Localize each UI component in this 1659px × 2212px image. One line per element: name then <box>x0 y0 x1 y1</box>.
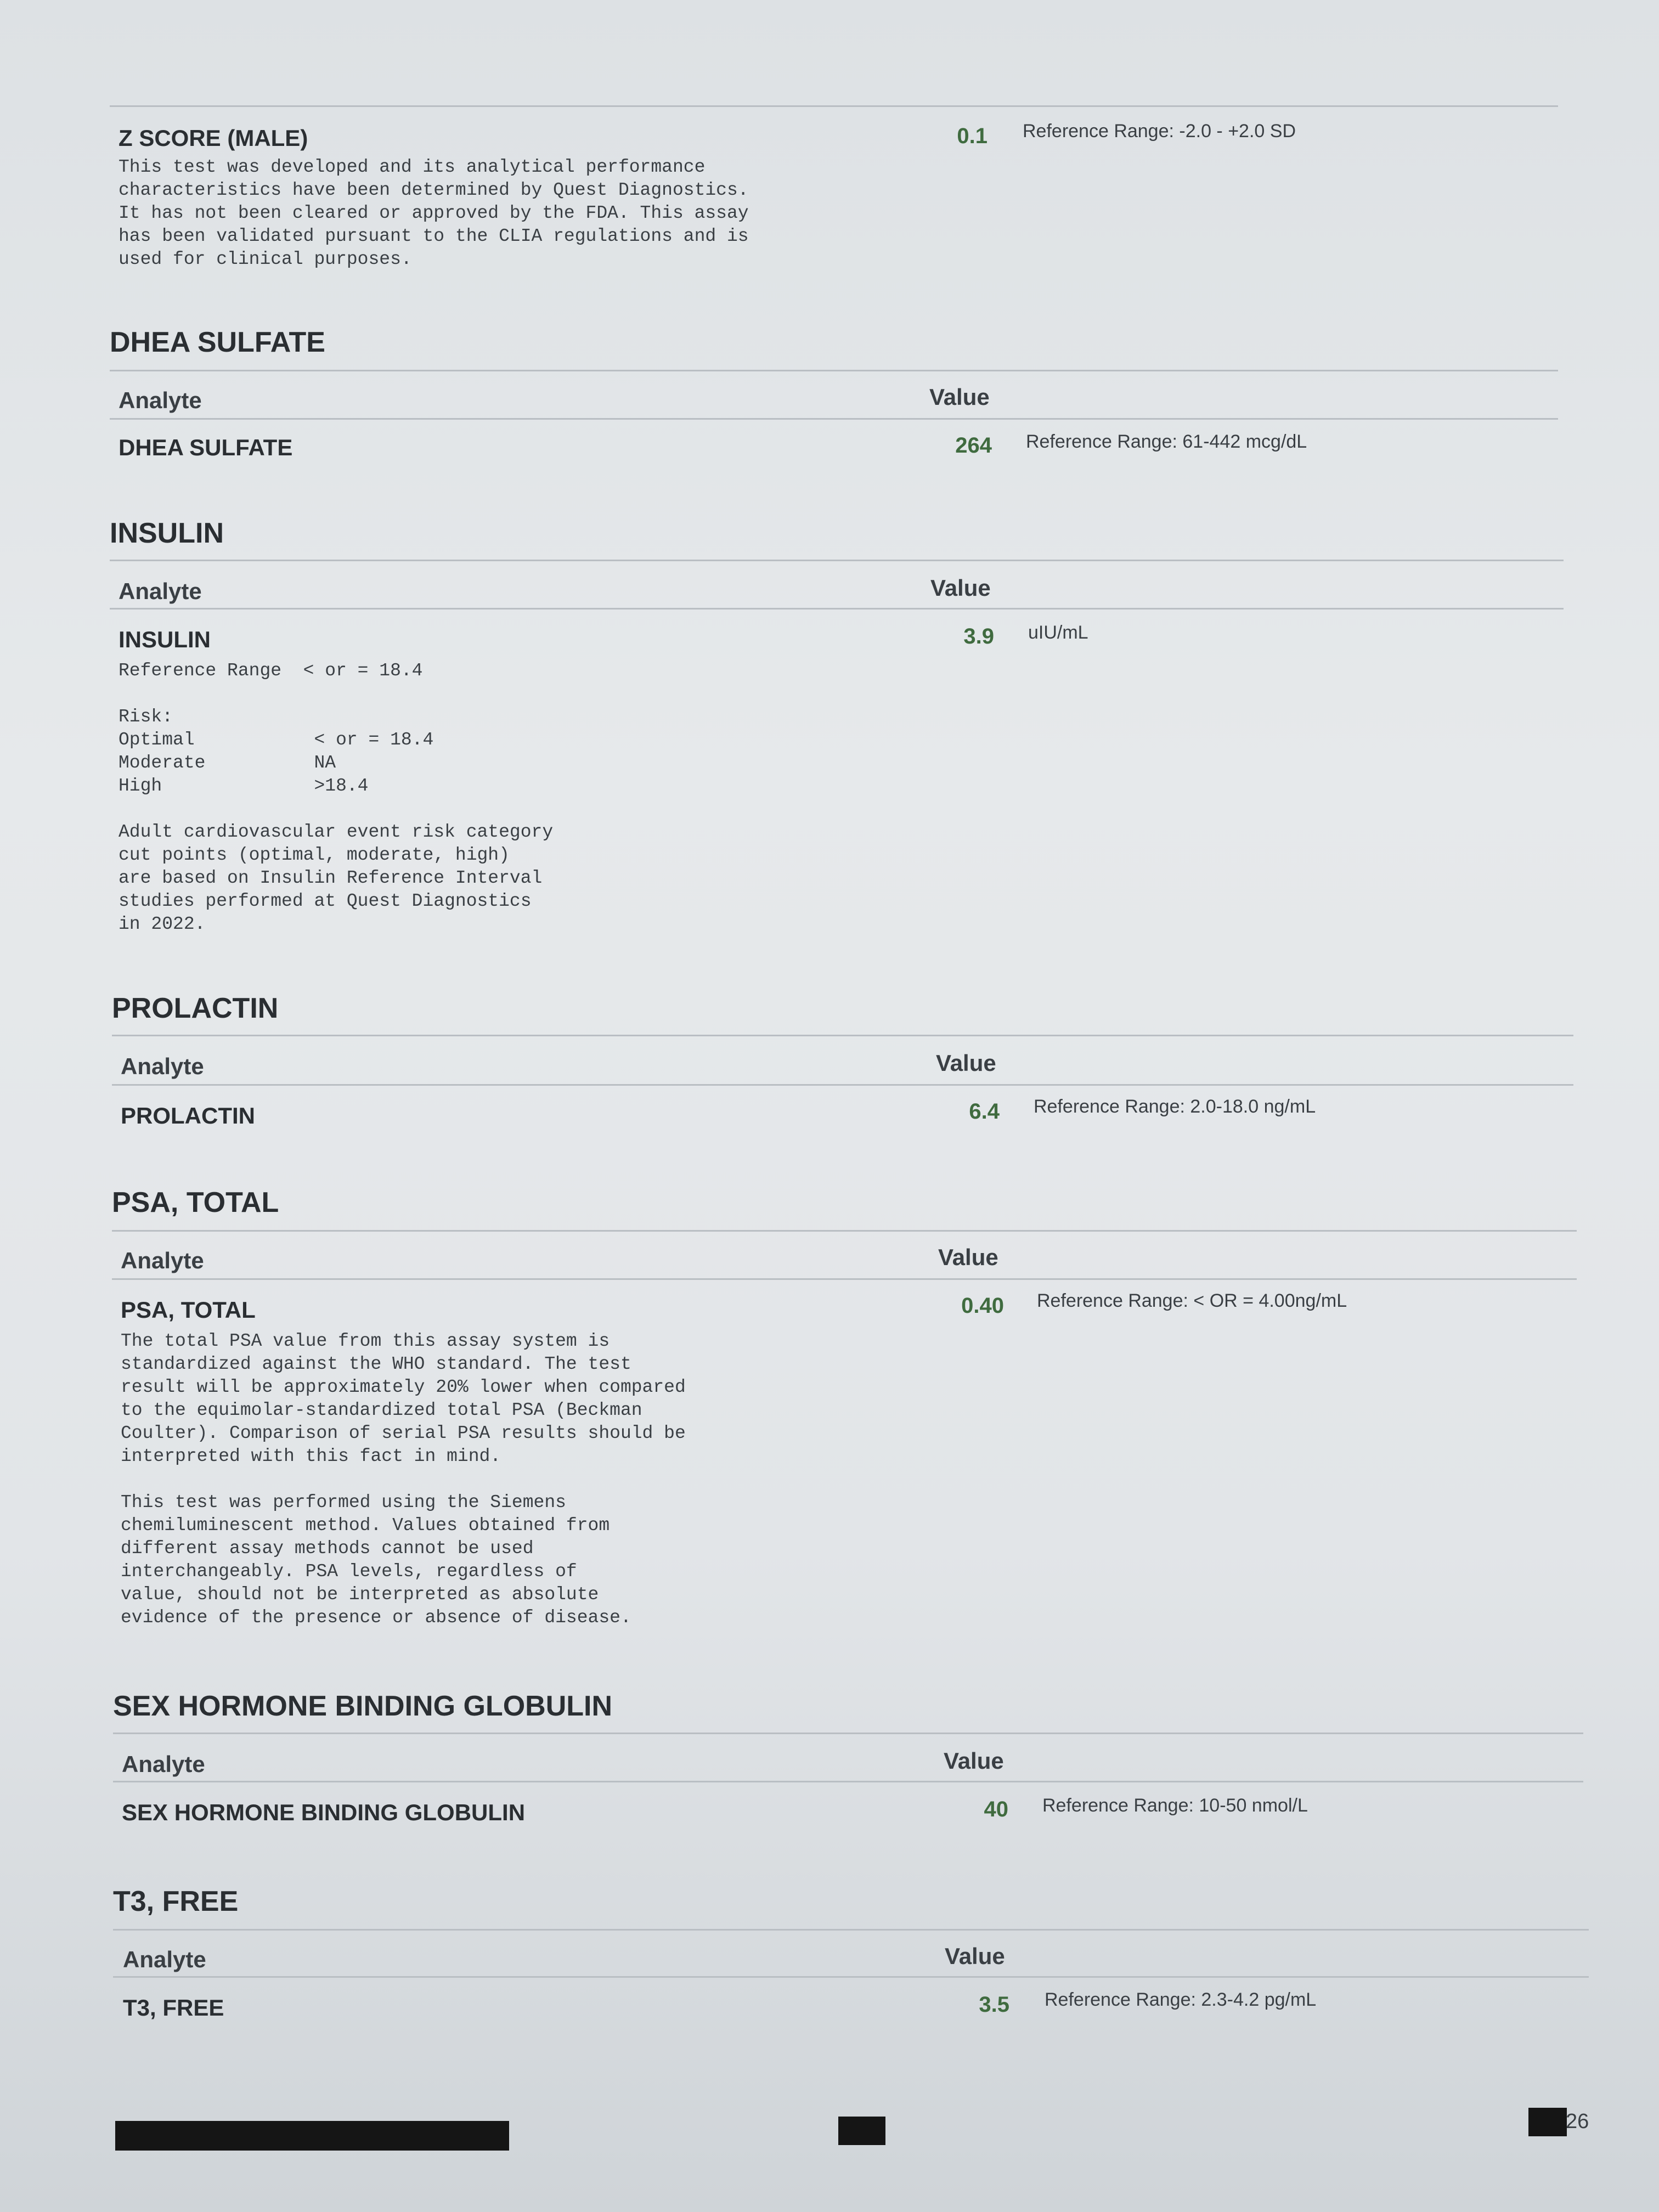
psa-analyte-header: Analyte <box>121 1248 204 1273</box>
redacted-block <box>115 2121 509 2151</box>
insulin-comment: Reference Range < or = 18.4 Risk: Optimal < or = 18.4 Moderate NA High >18.4 Adult cardiovascular event risk category cut points (optimal, moderate, high) are based on Insulin Reference Interval studies performed at Quest Diagnostics in 2022. <box>119 661 554 934</box>
divider <box>110 370 1558 371</box>
zscore-analyte: Z SCORE (MALE) <box>119 125 308 151</box>
t3-value-header: Value <box>945 1943 1005 1969</box>
divider <box>113 1733 1583 1734</box>
prolactin-value: 6.4 <box>969 1099 1000 1124</box>
t3-section-title: T3, FREE <box>113 1886 239 1917</box>
shbg-analyte: SEX HORMONE BINDING GLOBULIN <box>122 1799 526 1825</box>
insulin-value: 3.9 <box>963 624 994 648</box>
t3-reference: Reference Range: 2.3-4.2 pg/mL <box>1045 1989 1317 2010</box>
psa-value: 0.40 <box>961 1294 1004 1318</box>
page-number: 26 <box>1566 2110 1589 2133</box>
psa-analyte: PSA, TOTAL <box>121 1297 256 1323</box>
divider <box>110 560 1564 561</box>
divider <box>110 418 1558 420</box>
t3-analyte-header: Analyte <box>123 1946 206 1972</box>
dhea-value: 264 <box>955 433 992 458</box>
divider <box>113 1929 1589 1931</box>
insulin-analyte: INSULIN <box>119 627 211 652</box>
zscore-comment: This test was developed and its analytical performance characteristics have been determined by Quest Diagnostics. It has not been cleared or approved by the FDA. This assay has been validated pursuant to the CLIA regulations and is used for clinical purposes. <box>119 157 749 269</box>
insulin-unit: uIU/mL <box>1028 622 1088 643</box>
divider <box>112 1035 1573 1036</box>
prolactin-section-title: PROLACTIN <box>112 992 279 1024</box>
divider <box>112 1230 1577 1232</box>
divider <box>110 608 1564 610</box>
divider <box>113 1976 1589 1978</box>
shbg-value: 40 <box>984 1797 1008 1821</box>
psa-comment: The total PSA value from this assay system is standardized against the WHO standard. The test result will be approximately 20% lower when compared to the equimolar-standardized total PSA (Beckman Coulter). Comparison of serial PSA results should be interpreted with this fact in mind. This test was performed using the Siemens chemiluminescent method. Values obtained from different assay methods cannot be used interchangeably. PSA levels, regardless of value, should not be interpreted as absolute evidence of the presence or absence of disease. <box>121 1331 686 1628</box>
shbg-analyte-header: Analyte <box>122 1751 205 1777</box>
dhea-value-header: Value <box>929 384 990 410</box>
psa-reference: Reference Range: < OR = 4.00ng/mL <box>1037 1290 1347 1311</box>
insulin-section-title: INSULIN <box>110 517 224 549</box>
divider <box>112 1278 1577 1280</box>
prolactin-analyte-header: Analyte <box>121 1053 204 1079</box>
divider <box>110 105 1558 107</box>
prolactin-reference: Reference Range: 2.0-18.0 ng/mL <box>1034 1096 1316 1117</box>
dhea-reference: Reference Range: 61-442 mcg/dL <box>1026 431 1307 452</box>
prolactin-value-header: Value <box>936 1050 996 1076</box>
shbg-section-title: SEX HORMONE BINDING GLOBULIN <box>113 1690 613 1722</box>
prolactin-analyte: PROLACTIN <box>121 1103 255 1128</box>
t3-value: 3.5 <box>979 1993 1009 2017</box>
redacted-block <box>838 2117 885 2145</box>
divider <box>113 1781 1583 1782</box>
psa-value-header: Value <box>938 1244 998 1270</box>
insulin-value-header: Value <box>930 575 991 601</box>
dhea-section-title: DHEA SULFATE <box>110 326 325 358</box>
dhea-analyte: DHEA SULFATE <box>119 435 293 460</box>
t3-analyte: T3, FREE <box>123 1995 224 2021</box>
insulin-analyte-header: Analyte <box>119 578 202 604</box>
psa-section-title: PSA, TOTAL <box>112 1187 279 1218</box>
dhea-analyte-header: Analyte <box>119 387 202 413</box>
zscore-value: 0.1 <box>957 124 988 148</box>
divider <box>112 1084 1573 1086</box>
zscore-reference: Reference Range: -2.0 - +2.0 SD <box>1023 121 1296 142</box>
shbg-value-header: Value <box>944 1748 1004 1774</box>
redacted-block <box>1528 2108 1567 2136</box>
shbg-reference: Reference Range: 10-50 nmol/L <box>1042 1795 1308 1816</box>
